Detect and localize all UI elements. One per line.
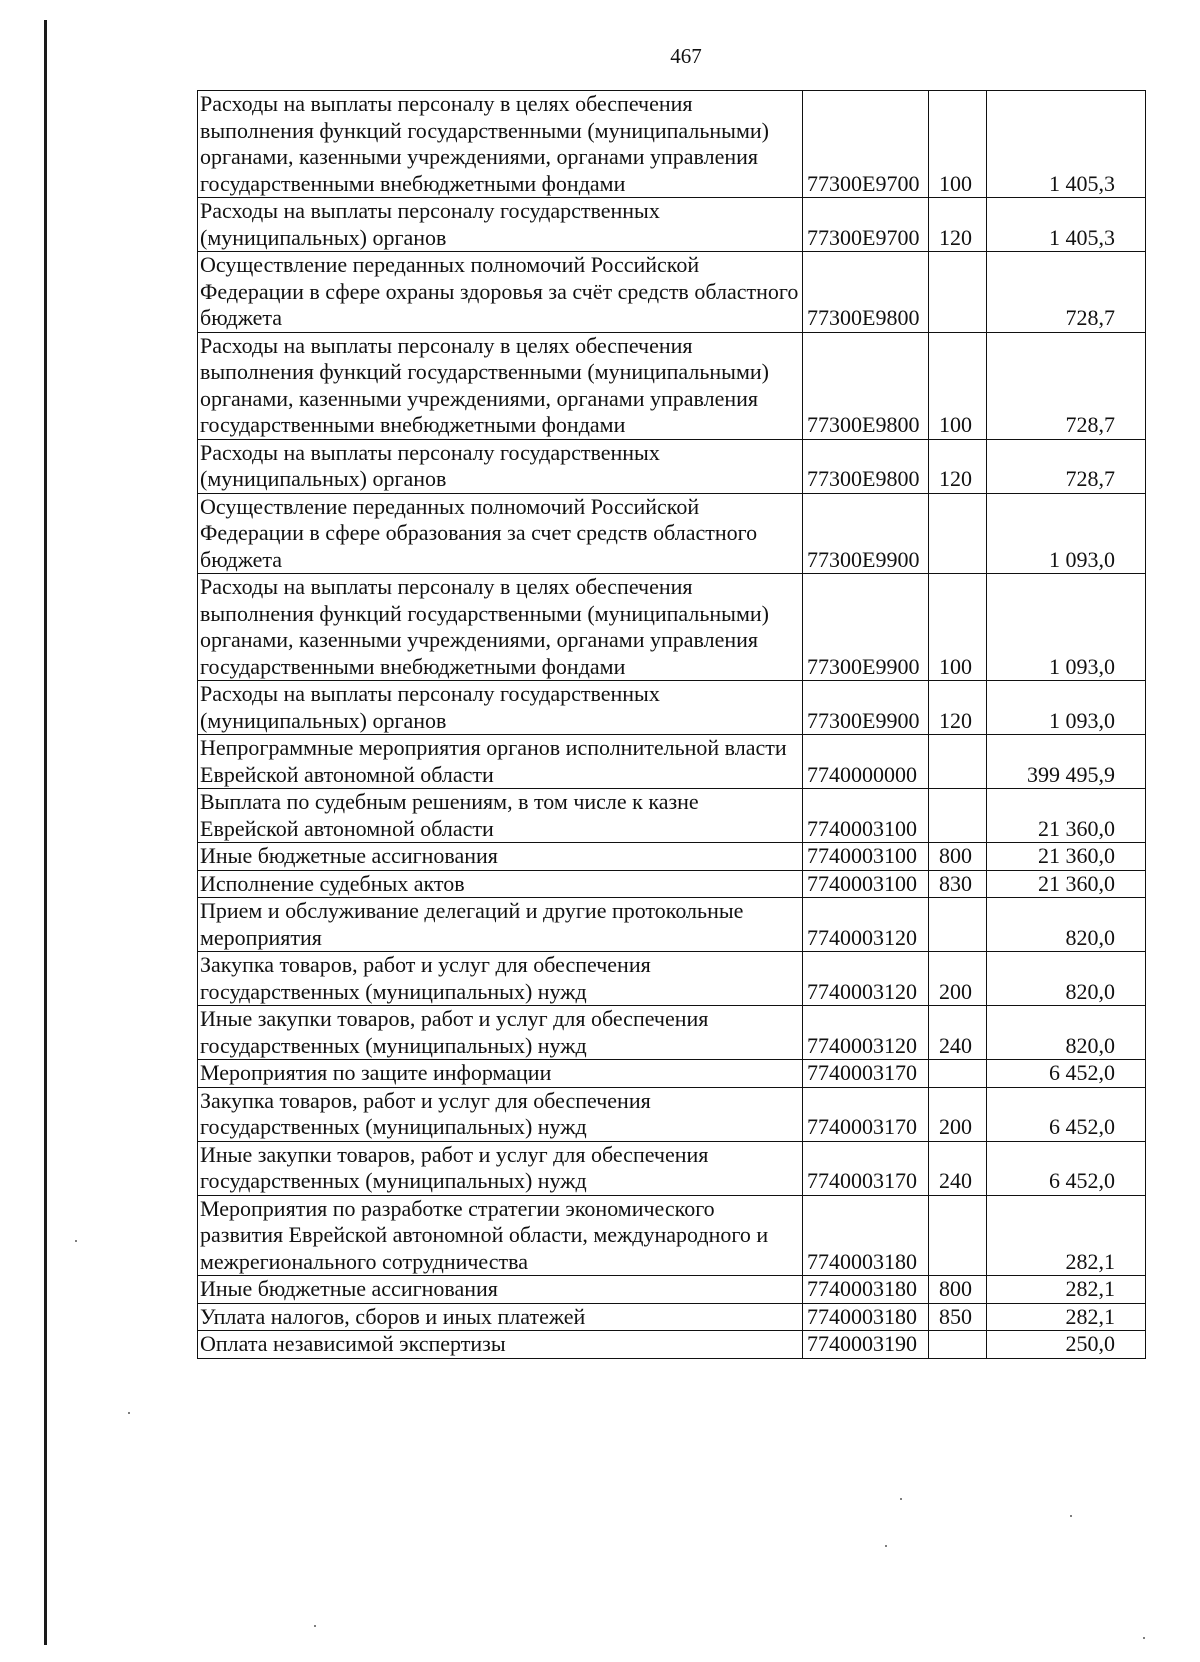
scan-speck	[1143, 1637, 1145, 1639]
amount-cell: 399 495,9	[987, 735, 1146, 789]
expense-type-cell: 120	[929, 681, 987, 735]
target-article-code-cell: 7740003120	[803, 952, 929, 1006]
expense-name-cell: Мероприятия по защите информации	[198, 1060, 803, 1088]
expense-name-cell: Мероприятия по разработке стратегии экономического развития Еврейской автономной области, международного и межрегионального сотрудничества	[198, 1195, 803, 1276]
expense-name-cell: Расходы на выплаты персоналу государственных (муниципальных) органов	[198, 198, 803, 252]
amount-cell: 6 452,0	[987, 1060, 1146, 1088]
target-article-code-cell: 7740003120	[803, 898, 929, 952]
expense-name-cell: Осуществление переданных полномочий Российской Федерации в сфере образования за счет средств областного бюджета	[198, 493, 803, 574]
target-article-code-cell: 7740003100	[803, 789, 929, 843]
table-row	[198, 252, 1146, 333]
table-row	[198, 1006, 1146, 1060]
expense-type-cell	[929, 493, 987, 574]
expense-type-cell: 830	[929, 870, 987, 898]
amount-cell: 6 452,0	[987, 1141, 1146, 1195]
expense-type-cell: 100	[929, 332, 987, 439]
expense-name-cell: Осуществление переданных полномочий Российской Федерации в сфере охраны здоровья за счёт средств областного бюджета	[198, 252, 803, 333]
amount-cell: 728,7	[987, 252, 1146, 333]
amount-cell: 282,1	[987, 1303, 1146, 1331]
target-article-code-cell: 7740003180	[803, 1303, 929, 1331]
table-row	[198, 493, 1146, 574]
scan-speck	[1070, 1515, 1072, 1517]
expense-name-cell: Оплата независимой экспертизы	[198, 1331, 803, 1359]
scan-speck	[314, 1625, 316, 1627]
table-row	[198, 870, 1146, 898]
budget-table	[197, 90, 1146, 1359]
amount-cell: 1 093,0	[987, 681, 1146, 735]
expense-type-cell	[929, 735, 987, 789]
expense-name-cell: Выплата по судебным решениям, в том числе к казне Еврейской автономной области	[198, 789, 803, 843]
expense-type-cell: 120	[929, 439, 987, 493]
expense-type-cell: 240	[929, 1141, 987, 1195]
target-article-code-cell: 77300E9800	[803, 252, 929, 333]
amount-cell: 1 093,0	[987, 574, 1146, 681]
expense-name-cell: Расходы на выплаты персоналу в целях обеспечения выполнения функций государственными (муниципальными) органами, казенными учреждениями, органами управления государственными внебюджетными фондами	[198, 332, 803, 439]
target-article-code-cell: 77300E9900	[803, 574, 929, 681]
expense-type-cell: 200	[929, 952, 987, 1006]
target-article-code-cell: 7740003170	[803, 1141, 929, 1195]
table-row	[198, 439, 1146, 493]
scan-speck	[128, 1412, 130, 1414]
amount-cell: 21 360,0	[987, 789, 1146, 843]
table-row	[198, 574, 1146, 681]
target-article-code-cell: 77300E9700	[803, 198, 929, 252]
table-row	[198, 1060, 1146, 1088]
expense-type-cell	[929, 898, 987, 952]
expense-name-cell: Иные закупки товаров, работ и услуг для обеспечения государственных (муниципальных) нужд	[198, 1006, 803, 1060]
amount-cell: 820,0	[987, 1006, 1146, 1060]
table-row	[198, 681, 1146, 735]
target-article-code-cell: 77300E9800	[803, 332, 929, 439]
table-row	[198, 952, 1146, 1006]
expense-name-cell: Расходы на выплаты персоналу государственных (муниципальных) органов	[198, 439, 803, 493]
table-row	[198, 1303, 1146, 1331]
expense-type-cell: 120	[929, 198, 987, 252]
table-row	[198, 1331, 1146, 1359]
amount-cell: 6 452,0	[987, 1087, 1146, 1141]
expense-type-cell	[929, 1331, 987, 1359]
expense-type-cell: 800	[929, 1276, 987, 1304]
target-article-code-cell: 77300E9800	[803, 439, 929, 493]
expense-name-cell: Иные бюджетные ассигнования	[198, 843, 803, 871]
table-row	[198, 332, 1146, 439]
table-row	[198, 198, 1146, 252]
binding-margin-line	[44, 20, 47, 1645]
target-article-code-cell: 7740003190	[803, 1331, 929, 1359]
target-article-code-cell: 7740003100	[803, 870, 929, 898]
expense-name-cell: Закупка товаров, работ и услуг для обеспечения государственных (муниципальных) нужд	[198, 1087, 803, 1141]
scan-speck	[900, 1498, 902, 1500]
table-row	[198, 1141, 1146, 1195]
table-row	[198, 898, 1146, 952]
target-article-code-cell: 77300E9700	[803, 91, 929, 198]
target-article-code-cell: 77300E9900	[803, 493, 929, 574]
amount-cell: 820,0	[987, 898, 1146, 952]
amount-cell: 1 405,3	[987, 91, 1146, 198]
expense-name-cell: Непрограммные мероприятия органов исполнительной власти Еврейской автономной области	[198, 735, 803, 789]
expense-name-cell: Расходы на выплаты персоналу в целях обеспечения выполнения функций государственными (муниципальными) органами, казенными учреждениями, органами управления государственными внебюджетными фондами	[198, 574, 803, 681]
target-article-code-cell: 7740000000	[803, 735, 929, 789]
target-article-code-cell: 77300E9900	[803, 681, 929, 735]
scan-speck	[75, 1240, 77, 1242]
amount-cell: 1 093,0	[987, 493, 1146, 574]
page-number: 467	[670, 44, 702, 68]
amount-cell: 728,7	[987, 332, 1146, 439]
target-article-code-cell: 7740003170	[803, 1087, 929, 1141]
expense-name-cell: Расходы на выплаты персоналу государственных (муниципальных) органов	[198, 681, 803, 735]
expense-name-cell: Уплата налогов, сборов и иных платежей	[198, 1303, 803, 1331]
budget-table-body	[198, 91, 1146, 1359]
table-row	[198, 1195, 1146, 1276]
amount-cell: 250,0	[987, 1331, 1146, 1359]
expense-name-cell: Иные бюджетные ассигнования	[198, 1276, 803, 1304]
target-article-code-cell: 7740003170	[803, 1060, 929, 1088]
expense-type-cell	[929, 1195, 987, 1276]
table-row	[198, 843, 1146, 871]
amount-cell: 1 405,3	[987, 198, 1146, 252]
table-row	[198, 735, 1146, 789]
expense-name-cell: Иные закупки товаров, работ и услуг для обеспечения государственных (муниципальных) нужд	[198, 1141, 803, 1195]
scan-speck	[885, 1545, 887, 1547]
amount-cell: 282,1	[987, 1276, 1146, 1304]
expense-name-cell: Прием и обслуживание делегаций и другие протокольные мероприятия	[198, 898, 803, 952]
table-row	[198, 789, 1146, 843]
table-row	[198, 91, 1146, 198]
expense-type-cell	[929, 252, 987, 333]
target-article-code-cell: 7740003100	[803, 843, 929, 871]
amount-cell: 728,7	[987, 439, 1146, 493]
table-row	[198, 1087, 1146, 1141]
table-row	[198, 1276, 1146, 1304]
expense-type-cell: 200	[929, 1087, 987, 1141]
expense-name-cell: Расходы на выплаты персоналу в целях обеспечения выполнения функций государственными (муниципальными) органами, казенными учреждениями, органами управления государственными внебюджетными фондами	[198, 91, 803, 198]
target-article-code-cell: 7740003180	[803, 1276, 929, 1304]
expense-name-cell: Исполнение судебных актов	[198, 870, 803, 898]
target-article-code-cell: 7740003180	[803, 1195, 929, 1276]
expense-type-cell: 800	[929, 843, 987, 871]
amount-cell: 21 360,0	[987, 870, 1146, 898]
amount-cell: 820,0	[987, 952, 1146, 1006]
expense-type-cell: 100	[929, 91, 987, 198]
target-article-code-cell: 7740003120	[803, 1006, 929, 1060]
expense-type-cell	[929, 1060, 987, 1088]
amount-cell: 282,1	[987, 1195, 1146, 1276]
expense-type-cell: 100	[929, 574, 987, 681]
expense-type-cell	[929, 789, 987, 843]
amount-cell: 21 360,0	[987, 843, 1146, 871]
expense-type-cell: 240	[929, 1006, 987, 1060]
expense-name-cell: Закупка товаров, работ и услуг для обеспечения государственных (муниципальных) нужд	[198, 952, 803, 1006]
expense-type-cell: 850	[929, 1303, 987, 1331]
